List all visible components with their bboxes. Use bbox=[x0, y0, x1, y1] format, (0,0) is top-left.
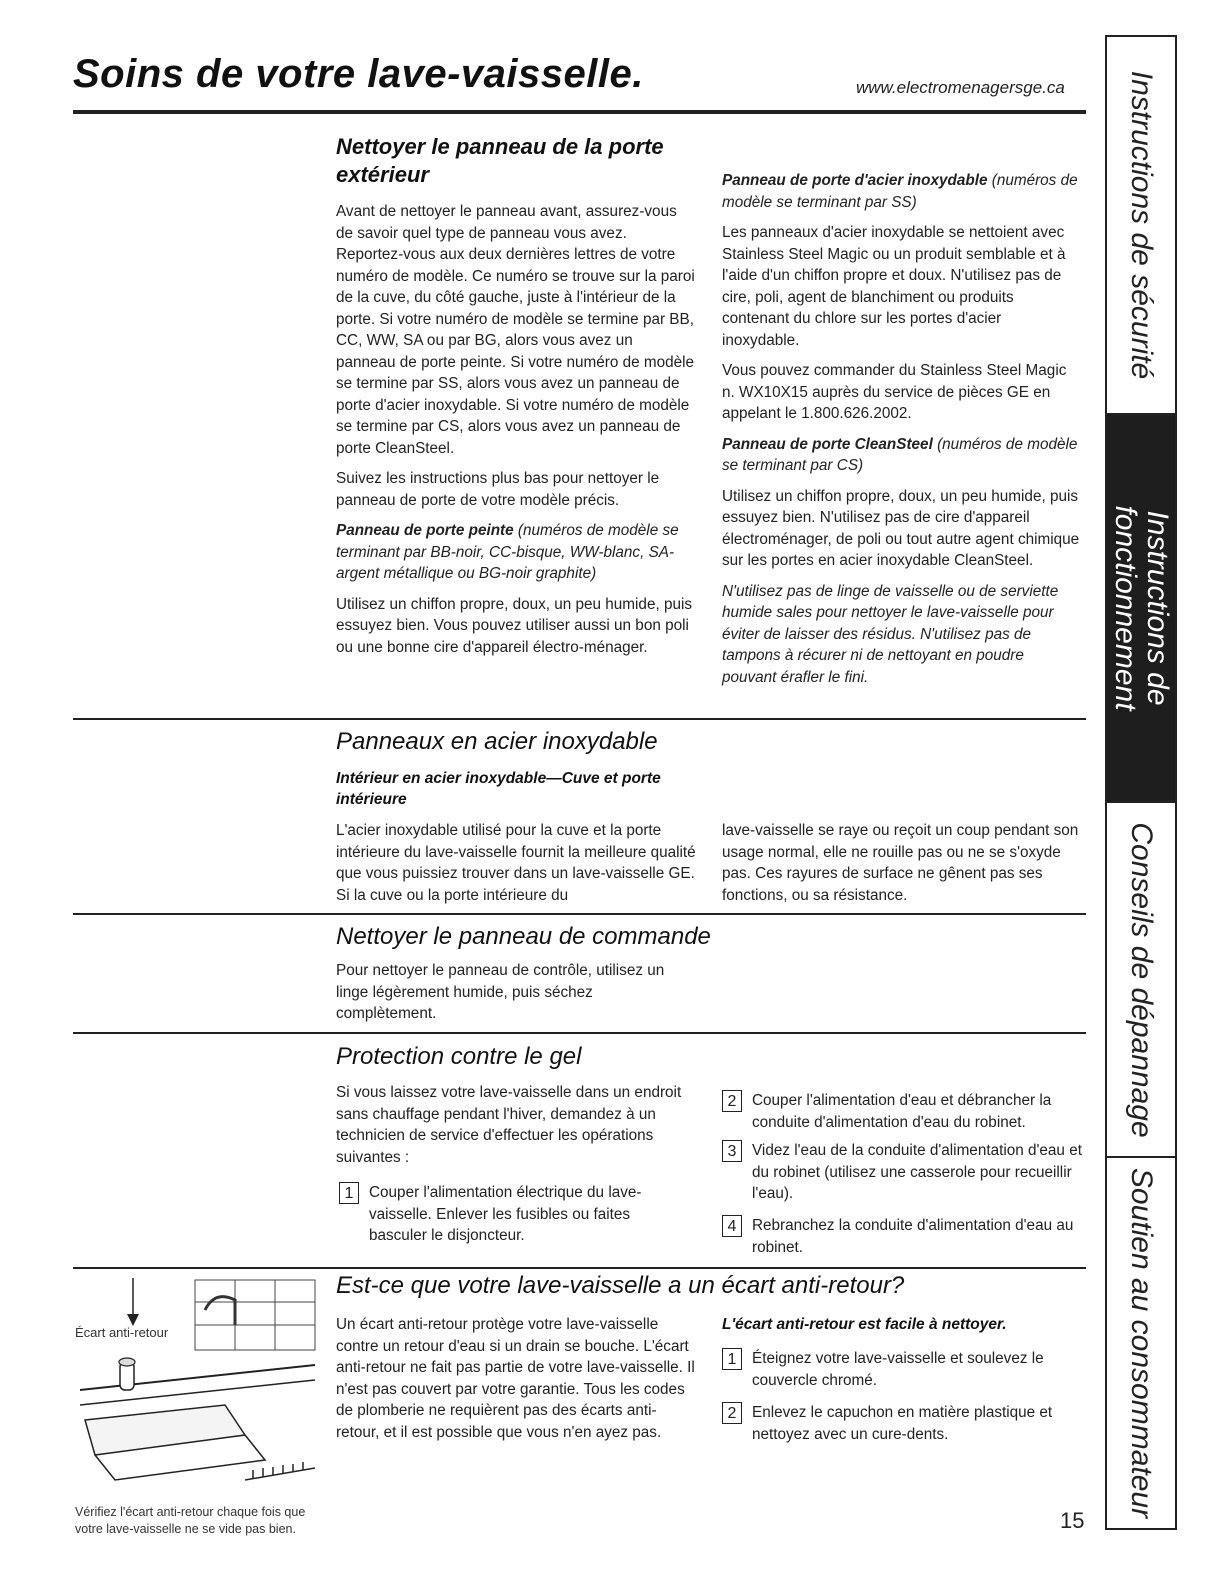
section-divider bbox=[73, 718, 1086, 720]
door-panel-intro: Avant de nettoyer le panneau avant, assurez-vous de savoir quel type de panneau vous avez. Reportez-vous aux deux dernières lettres de votre numéro de modèle. Ce numéro se trouve sur la paroi de la cuve, du côté gauche, juste à l'intérieur de la porte. Si votre numéro de modèle se termine par BB, CC, WW, SA ou par BG, alors vous avez un panneau de porte peinte. Si votre numéro de modèle se termine par SS, alors vous avez un panneau de porte d'acier inoxydable. Si votre numéro de modèle se termine par CS, alors vous avez un panneau de porte CleanSteel. bbox=[336, 203, 695, 457]
air-gap-subheading: L'écart anti-retour est facile à nettoyer. bbox=[722, 1316, 1007, 1333]
freeze-step-4 bbox=[722, 1215, 1082, 1258]
freeze-step-3 bbox=[722, 1140, 1082, 1205]
freeze-intro: Si vous laissez votre lave-vaisselle dans un endroit sans chauffage pendant l'hiver, demandez à un technicien de service d'effectuer les opérations suivantes : bbox=[336, 1084, 682, 1166]
freeze-step-2 bbox=[722, 1090, 1082, 1133]
section-divider bbox=[73, 1267, 1086, 1269]
step-number: 2 bbox=[722, 1402, 742, 1424]
stainless-subtitle: Intérieur en acier inoxydable—Cuve et porte intérieure bbox=[336, 770, 661, 808]
stainless-text-col2: lave-vaisselle se raye ou reçoit un coup pendant son usage normal, elle ne rouille pas ou ne se s'oxyde pas. Ces rayures de surface ne gênent pas ses fonctions, ou sa résistance. bbox=[722, 822, 1079, 904]
door-panel-follow: Suivez les instructions plus bas pour nettoyer le panneau de porte de votre modèle précis. bbox=[336, 470, 660, 509]
air-gap-step-2 bbox=[722, 1402, 1082, 1445]
step-text: Videz l'eau de la conduite d'alimentation d'eau et du robinet (utilisez une casserole pour recueillir l'eau). bbox=[752, 1142, 1082, 1202]
section-door-panel bbox=[336, 133, 696, 658]
page-title: Soins de votre lave-vaisselle. bbox=[73, 52, 644, 96]
step-text: Couper l'alimentation d'eau et débrancher la conduite d'alimentation d'eau du robinet. bbox=[752, 1092, 1052, 1131]
step-number: 1 bbox=[722, 1348, 742, 1370]
step-number: 4 bbox=[722, 1215, 742, 1237]
cs-panel-heading: Panneau de porte CleanSteel (numéros de modèle se terminant par CS) bbox=[722, 435, 1078, 474]
tab-label: Instructions de fonctionnement bbox=[1109, 505, 1174, 711]
painted-panel-body: Utilisez un chiffon propre, doux, un peu humide, puis essuyez bien. Vous pouvez utiliser aussi un bon poli ou une bonne cire d'appareil électro-ménager. bbox=[336, 595, 693, 656]
tab-consumer-support[interactable] bbox=[1107, 1158, 1175, 1528]
header-rule bbox=[73, 110, 1086, 114]
step-number: 2 bbox=[722, 1090, 742, 1112]
air-gap-illustration bbox=[75, 1270, 320, 1500]
control-panel-body: Pour nettoyer le panneau de contrôle, utilisez un linge légèrement humide, puis séchez complètement. bbox=[336, 962, 665, 1022]
tab-label: Soutien au consommateur bbox=[1125, 1167, 1158, 1519]
section-divider bbox=[73, 1032, 1086, 1034]
air-gap-step-1 bbox=[722, 1348, 1082, 1391]
section-door-panel-right bbox=[722, 170, 1082, 688]
ss-panel-order: Vous pouvez commander du Stainless Steel Magic n. WX10X15 auprès du service de pièces GE en appelant le 1.800.626.2002. bbox=[722, 362, 1067, 422]
step-number: 3 bbox=[722, 1140, 742, 1162]
air-gap-body: Un écart anti-retour protège votre lave-vaisselle contre un retour d'eau si un drain se bouche. L'écart anti-retour ne fait pas partie de votre lave-vaisselle. Il n'est pas couvert par votre garantie. Tous les codes de plomberie ne requièrent pas des écarts anti-retour, et il est possible que vous n'en ayez pas. bbox=[336, 1316, 695, 1441]
tab-operating-instructions[interactable] bbox=[1107, 415, 1175, 803]
air-gap-figure-label: Écart anti-retour bbox=[75, 1325, 169, 1340]
ss-panel-heading: Panneau de porte d'acier inoxydable (numéros de modèle se terminant par SS) bbox=[722, 172, 1078, 211]
tab-safety-instructions[interactable] bbox=[1107, 37, 1175, 415]
section-title-stainless: Panneaux en acier inoxydable bbox=[336, 728, 658, 755]
section-divider bbox=[73, 913, 1086, 915]
section-title-control-panel: Nettoyer le panneau de commande bbox=[336, 923, 711, 950]
website-url[interactable]: www.electromenagersge.ca bbox=[856, 78, 1065, 97]
section-title-air-gap: Est-ce que votre lave-vaisselle a un écart anti-retour? bbox=[336, 1272, 905, 1299]
ss-panel-body: Les panneaux d'acier inoxydable se nettoient avec Stainless Steel Magic ou un produit semblable et à l'aide d'un chiffon propre et doux. N'utilisez pas de cire, poli, agent de blanchiment ou produits contenant du chlore sur les portes d'acier inoxydable. bbox=[722, 224, 1066, 349]
tab-label: Instructions de sécurité bbox=[1125, 70, 1158, 380]
air-gap-figure-caption: Vérifiez l'écart anti-retour chaque fois que votre lave-vaisselle ne se vide pas bien. bbox=[75, 1505, 306, 1536]
freeze-step-1 bbox=[339, 1182, 669, 1247]
stainless-text-col1: L'acier inoxydable utilisé pour la cuve et la porte intérieure du lave-vaisselle fournit la meilleure qualité que vous puissiez trouver dans un lave-vaisselle GE. Si la cuve ou la porte intérieure du bbox=[336, 822, 696, 904]
tab-label: Conseils de dépannage bbox=[1125, 821, 1158, 1138]
step-text: Enlevez le capuchon en matière plastique et nettoyez avec un cure-dents. bbox=[752, 1404, 1053, 1443]
step-text: Rebranchez la conduite d'alimentation d'eau au robinet. bbox=[752, 1217, 1074, 1256]
section-title-freeze: Protection contre le gel bbox=[336, 1043, 582, 1070]
step-number: 1 bbox=[339, 1182, 359, 1204]
side-tab-bar bbox=[1105, 35, 1177, 1530]
painted-panel-heading: Panneau de porte peinte (numéros de modèle se terminant par BB-noir, CC-bisque, WW-blanc, SA-argent métallique ou BG-noir graphite) bbox=[336, 522, 679, 582]
cleaning-warning: N'utilisez pas de linge de vaisselle ou de serviette humide sales pour nettoyer le lave-vaisselle pour éviter de laisser des résidus. N'utilisez pas de tampons à récurer ni de nettoyant en poudre pouvant érafler le fini. bbox=[722, 582, 1059, 686]
section-title-door-panel: Nettoyer le panneau de la porte extérieur bbox=[336, 134, 664, 187]
tab-troubleshooting[interactable] bbox=[1107, 803, 1175, 1158]
page-number: 15 bbox=[1060, 1508, 1085, 1533]
step-text: Couper l'alimentation électrique du lave-vaisselle. Enlever les fusibles ou faites basculer le disjoncteur. bbox=[369, 1184, 642, 1244]
step-text: Éteignez votre lave-vaisselle et soulevez le couvercle chromé. bbox=[752, 1350, 1044, 1389]
cs-panel-body: Utilisez un chiffon propre, doux, un peu humide, puis essuyez bien. N'utilisez pas de cire d'appareil électroménager, de poli ou tout autre agent chimique sur les portes en acier inoxydable CleanSteel. bbox=[722, 487, 1080, 569]
